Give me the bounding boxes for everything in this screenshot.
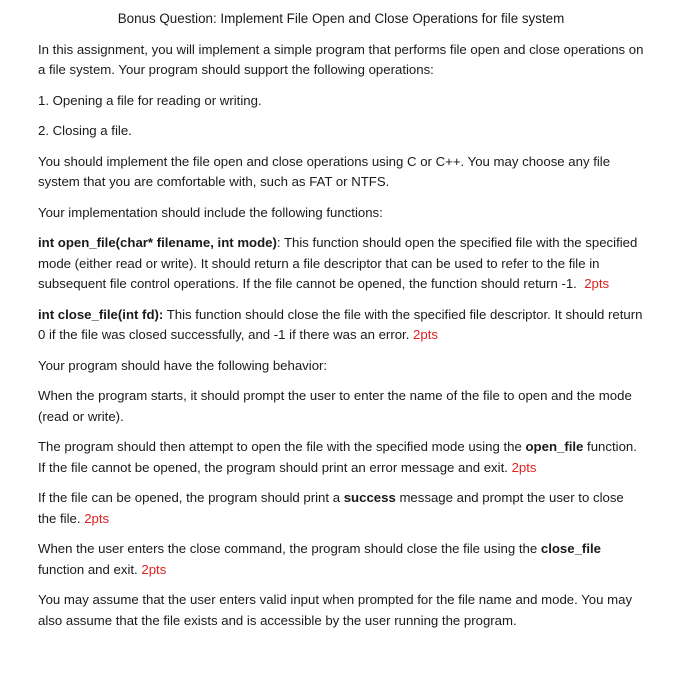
behavior-open-attempt <box>38 437 644 478</box>
operation-item-open: 1. Opening a file for reading or writing. <box>38 92 262 108</box>
close-file-signature: int close_file(int fd): <box>38 306 164 322</box>
behavior-close-text-a: When the user enters the close command, the program should close the file using the <box>38 541 541 556</box>
close-file-description: This function should close the file with the specified file descriptor. It should return 0 if the file was closed successfully, and -1 if there was an error. <box>38 306 643 342</box>
behavior-close-function-name: close_file <box>540 541 601 556</box>
behavior-success-text-b: message and prompt the user to close the file. <box>38 490 624 526</box>
open-file-points: 2pts <box>584 276 610 291</box>
open-file-spec <box>38 233 644 295</box>
behavior-close-text-b: function and exit. <box>38 561 138 577</box>
assignment-document <box>38 8 644 641</box>
behavior-start-prompt: When the program starts, it should prompt the user to enter the name of the file to open and the mode (read or write). <box>38 388 632 424</box>
behavior-success-points: 2pts <box>84 510 110 526</box>
operation-item-close: 2. Closing a file. <box>38 123 132 138</box>
open-file-description: : This function should open the specified file with the specified mode (either read or write). It should return a file descriptor that can be used to refer to the file in subsequent file control operations. If the file cannot be opened, the function should return -1. <box>38 235 638 291</box>
close-file-spec <box>38 305 644 346</box>
assumptions-paragraph: You may assume that the user enters valid input when prompted for the file name and mode. You may also assume that the file exists and is accessible by the user running the program. <box>38 592 633 628</box>
document-title: Bonus Question: Implement File Open and Close Operations for file system <box>117 11 565 26</box>
behavior-open-function-name: open_file <box>525 439 584 454</box>
behavior-open-points: 2pts <box>511 459 537 475</box>
behavior-success-text-a: If the file can be opened, the program should print a <box>38 490 344 505</box>
open-file-signature: int open_file(char* filename, int mode) <box>38 235 277 250</box>
behavior-close <box>38 539 644 580</box>
behavior-open-text-a: The program should then attempt to open the file with the specified mode using the <box>38 439 526 454</box>
implementation-paragraph: You should implement the file open and close operations using C or C++. You may choose any file system that you are comfortable with, such as FAT or NTFS. <box>38 153 611 189</box>
behavior-success <box>38 488 644 529</box>
close-file-points: 2pts <box>413 327 438 342</box>
behavior-open-text-b: function. If the file cannot be opened, the program should print an error message and exit. <box>38 439 637 475</box>
behavior-intro: Your program should have the following behavior: <box>38 357 328 373</box>
intro-paragraph: In this assignment, you will implement a simple program that performs file open and close operations on a file system. Your program should support the following operations: <box>38 41 644 77</box>
functions-intro: Your implementation should include the following functions: <box>38 204 383 220</box>
behavior-success-word: success <box>343 490 396 505</box>
behavior-close-points: 2pts <box>141 561 167 577</box>
